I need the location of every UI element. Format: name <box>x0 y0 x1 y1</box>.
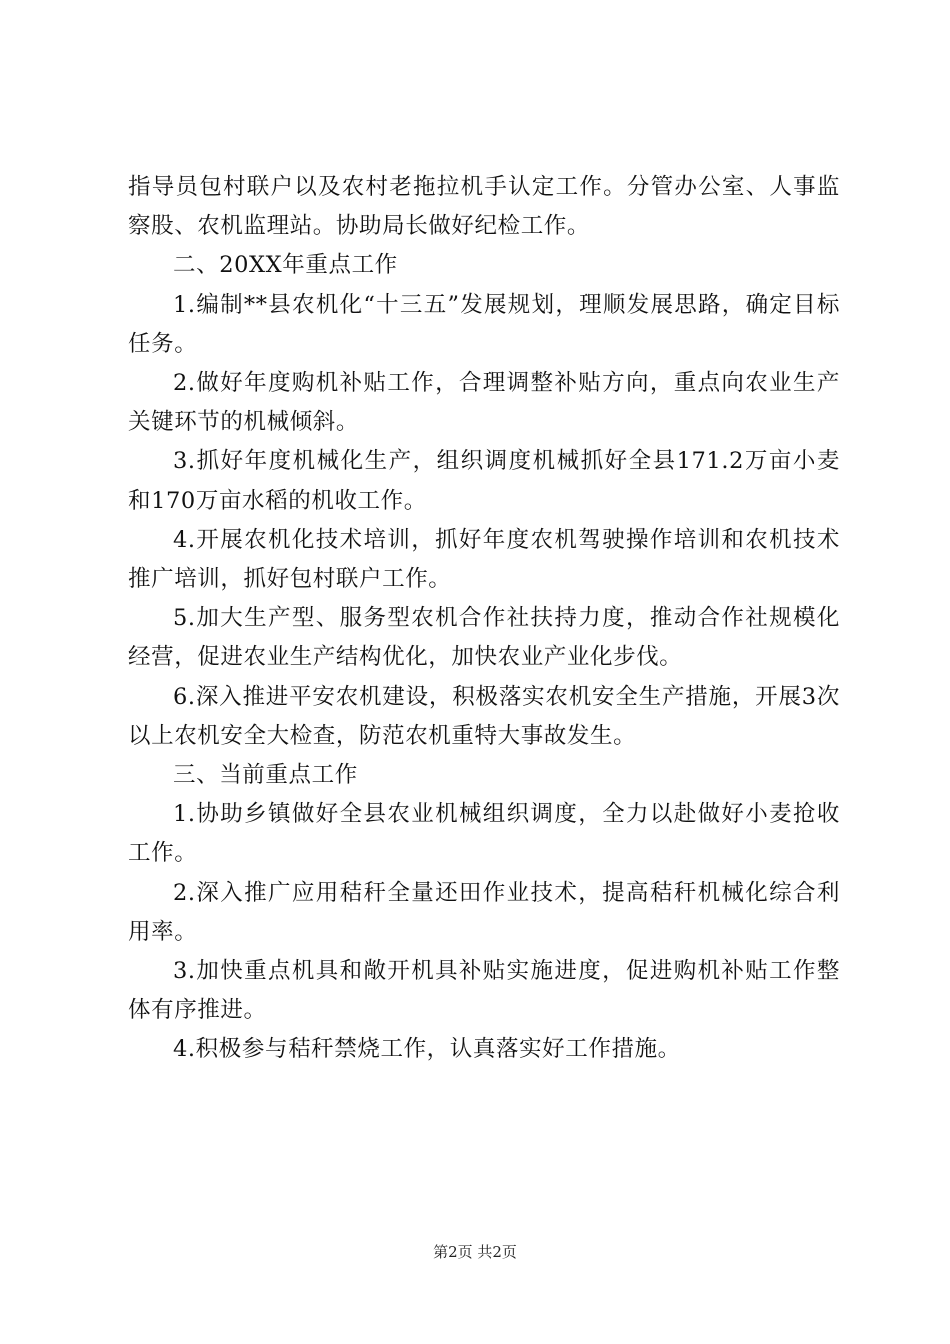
list-item: 4.积极参与秸秆禁烧工作，认真落实好工作措施。 <box>173 1036 681 1063</box>
paragraph-duties-continued: 指导员包村联户以及农村老拖拉机手认定工作。分管办公室、人事监察股、农机监理站。协助局长做好纪检工作。 <box>128 174 840 240</box>
section-heading-2: 二、20XX年重点工作 <box>173 252 398 279</box>
section-heading-3: 三、当前重点工作 <box>173 762 358 789</box>
list-item: 1.协助乡镇做好全县农业机械组织调度，全力以赴做好小麦抢收工作。 <box>128 801 840 867</box>
list-item: 2.深入推广应用秸秆全量还田作业技术，提高秸秆机械化综合利用率。 <box>128 879 840 945</box>
list-item: 3.抓好年度机械化生产，组织调度机械抓好全县171.2万亩小麦和170万亩水稻的机收工作。 <box>128 448 840 514</box>
list-item: 1.编制**县农机化“十三五”发展规划，理顺发展思路，确定目标任务。 <box>128 291 840 357</box>
list-item: 4.开展农机化技术培训，抓好年度农机驾驶操作培训和农机技术推广培训，抓好包村联户工作。 <box>128 526 840 593</box>
list-item: 6.深入推进平安农机建设，积极落实农机安全生产措施，开展3次以上农机安全大检查，防范农机重特大事故发生。 <box>128 683 840 749</box>
list-item: 2.做好年度购机补贴工作，合理调整补贴方向，重点向农业生产关键环节的机械倾斜。 <box>128 370 840 436</box>
document-body <box>128 168 840 1070</box>
list-item: 3.加快重点机具和敞开机具补贴实施进度，促进购机补贴工作整体有序推进。 <box>128 958 840 1024</box>
page-footer: 第2页 共2页 <box>433 1243 517 1261</box>
list-item: 5.加大生产型、服务型农机合作社扶持力度，推动合作社规模化经营，促进农业生产结构优化，加快农业产业化步伐。 <box>128 605 840 671</box>
